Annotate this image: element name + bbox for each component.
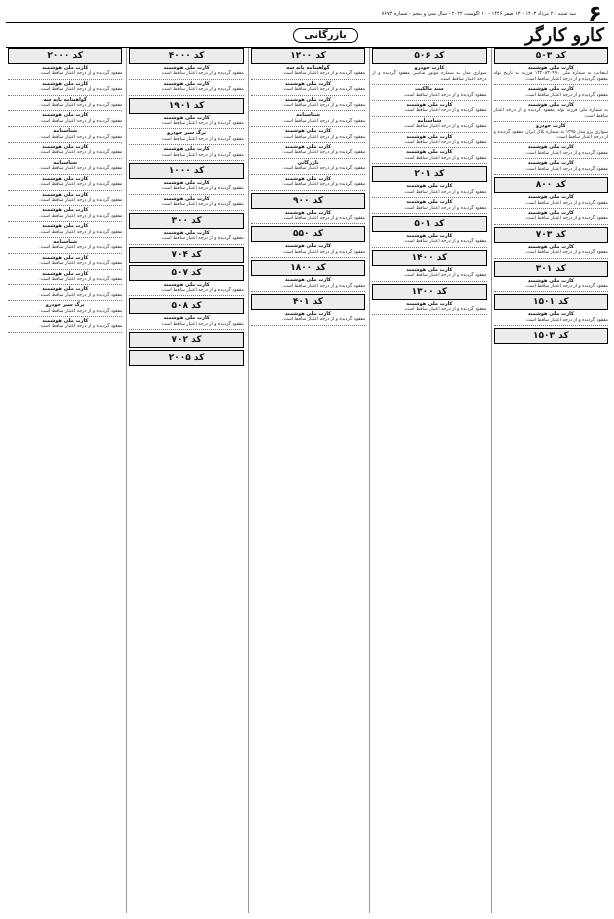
classified-ad [8, 129, 122, 143]
ad-body: مفقود گردیده و از درجه اعتبار ساقط است. [281, 283, 366, 289]
classified-ad [494, 195, 608, 209]
classified-ad [129, 283, 243, 297]
ad-title: شناسنامه [53, 128, 78, 135]
ad-body: مفقود گردیده و از درجه اعتبار ساقط است. [39, 87, 123, 93]
classified-ad [8, 224, 122, 238]
ad-title: کارت ملی هوشمند [284, 175, 332, 182]
classified-ad [494, 124, 608, 143]
ad-title: کارت ملی هوشمند [406, 199, 453, 206]
ad-body: مفقود گردیده و از درجه اعتبار ساقط است. [403, 239, 487, 245]
ad-title: کارت ملی هوشمند [284, 310, 332, 317]
column [248, 48, 365, 913]
classified-ad [372, 184, 486, 198]
ad-title: گواهینامه پایه سه [43, 96, 87, 103]
ad-title: کارت ملی هوشمند [163, 146, 210, 153]
ad-body: مفقود گردیده و از درجه اعتبار ساقط است. [160, 71, 244, 77]
ad-title: کارت ملی هوشمند [42, 207, 89, 214]
classified-ad [251, 66, 365, 80]
classified-ad [8, 145, 122, 159]
price-code-box: کد ۷۰۴ [129, 247, 243, 263]
classified-ad [494, 279, 608, 293]
column [369, 48, 486, 913]
ad-body: مفقود گردیده و از درجه اعتبار ساقط است. [281, 118, 366, 124]
ad-title: کارت ملی هوشمند [42, 254, 89, 261]
ad-title: کارت ملی هوشمند [163, 315, 210, 322]
ad-body: مفقود گردیده و از درجه اعتبار ساقط است. [160, 121, 244, 127]
price-code-box: کد ۲۰۰۰ [8, 48, 122, 64]
ad-body: مفقود گردیده و از درجه اعتبار ساقط است. [403, 124, 487, 130]
ad-body: مفقود گردیده و از درجه اعتبار ساقط است. [281, 182, 366, 188]
ad-body: مفقود گردیده و از درجه اعتبار ساقط است. [281, 71, 366, 77]
classified-ad [372, 87, 486, 101]
ad-body: مفقود گردیده و از درجه اعتبار ساقط است. [160, 202, 244, 208]
ad-body: مفقود گردیده و از درجه اعتبار ساقط است. [524, 216, 608, 222]
ad-title: کارت ملی هوشمند [284, 144, 332, 151]
classified-ad [494, 145, 608, 159]
ad-title: کارت ملی هوشمند [527, 86, 574, 93]
ad-body: مفقود گردیده و از درجه اعتبار ساقط است. [39, 197, 123, 203]
ad-title: گواهینامه پایه سه [286, 65, 330, 71]
classified-ad [8, 272, 122, 286]
price-code-box: کد ۳۰۰ [129, 213, 243, 229]
column [491, 48, 608, 913]
classified-ad [129, 82, 243, 96]
classified-ad [8, 177, 122, 191]
ad-body: مفقود گردیده و از درجه اعتبار ساقط است. [403, 140, 487, 146]
price-code-box: کد ۱۵۰۱ [494, 294, 608, 310]
price-code-box: کد ۵۰۸ [129, 298, 243, 314]
price-code-box: کد ۱۲۰۰ [251, 48, 365, 64]
ad-body: مفقود گردیده و از درجه اعتبار ساقط است. [39, 245, 123, 251]
ad-title: کارت ملی هوشمند [42, 112, 89, 119]
ad-title: شناسنامه [296, 112, 320, 119]
classified-ad [251, 211, 365, 225]
ad-body: مفقود گردیده و از درجه اعتبار ساقط است. [281, 317, 366, 323]
ad-body: مفقود گردیده و از درجه اعتبار ساقط است. [524, 317, 608, 323]
section-banner [6, 22, 608, 48]
ad-title: کارت خودرو [535, 123, 566, 130]
ad-title: شناسنامه [53, 159, 78, 166]
classified-ad [251, 278, 365, 292]
ad-body: مفقود گردیده و از درجه اعتبار ساقط است. [39, 229, 123, 235]
ad-body: مفقود گردیده و از درجه اعتبار ساقط است. [524, 283, 608, 289]
ad-title: بازرگانی [297, 159, 319, 166]
classified-ad [129, 231, 243, 245]
classified-ad [8, 287, 122, 301]
classified-ad [372, 234, 486, 248]
classified-ad [8, 82, 122, 96]
column [126, 48, 243, 913]
price-code-box: کد ۵۰۶ [372, 48, 486, 64]
issue-meta: سه شنبه ۲۰ مرداد ۱۴۰۳ - ۱۳ صفر ۱۴۴۶ - ۱۰ آگوست ۲۰۲۴ - سال سی و پنجم - شماره ۷۶۷۴ [381, 11, 576, 17]
ad-body: مفقود گردیده و از درجه اعتبار ساقط است. [281, 87, 366, 93]
ad-title: کارت ملی هوشمند [42, 65, 89, 71]
ad-body: به شماره ملی فرزند تولد مفقود گردیده و از درجه اعتبار ساقط است. [493, 108, 608, 119]
classified-ad [251, 98, 365, 112]
ad-body: مفقود گردیده و از درجه اعتبار ساقط است. [160, 87, 244, 93]
ad-body: مفقود گردیده و از درجه اعتبار ساقط است. [403, 273, 487, 279]
ad-title: کارت ملی هوشمند [284, 277, 332, 284]
ad-title: کارت ملی هوشمند [527, 160, 574, 167]
ad-body: مفقود گردیده و از درجه اعتبار ساقط است. [524, 166, 608, 172]
ad-title: کارت ملی هوشمند [406, 102, 453, 109]
ad-body: مفقود گردیده و از درجه اعتبار ساقط است. [403, 306, 487, 312]
ad-body: مفقود گردیده و از درجه اعتبار ساقط است. [403, 108, 487, 114]
ad-body: مفقود گردیده و از درجه اعتبار ساقط است. [39, 213, 123, 219]
classified-ad [129, 66, 243, 80]
price-code-box: کد ۱۰۰۰ [129, 163, 243, 179]
ad-columns [6, 48, 608, 913]
ad-title: کارت ملی هوشمند [406, 183, 453, 190]
classified-ad [129, 316, 243, 330]
price-code-box: کد ۸۰۰ [494, 177, 608, 193]
ad-body: مفقود گردیده و از درجه اعتبار ساقط است. [403, 92, 487, 98]
ad-title: کارت ملی هوشمند [42, 318, 89, 324]
classified-ad [372, 200, 486, 214]
classified-ad [372, 268, 486, 282]
ad-body: مفقود گردیده و از درجه اعتبار ساقط است. [160, 287, 244, 293]
ad-body: مفقود گردیده و از درجه اعتبار ساقط است. [524, 92, 608, 98]
ad-title: کارت ملی هوشمند [42, 80, 89, 87]
classified-ad [494, 103, 608, 122]
ad-body: مفقود گردیده و از درجه اعتبار ساقط است. [39, 308, 123, 314]
classified-ad [8, 161, 122, 175]
price-code-box: کد ۷۰۲ [129, 332, 243, 348]
ad-title: کارت ملی هوشمند [284, 243, 332, 250]
classified-ad [372, 119, 486, 133]
ad-title: کارت ملی هوشمند [163, 229, 210, 236]
price-code-box: کد ۱۸۰۰ [251, 260, 365, 276]
ad-body: مفقود گردیده و از درجه اعتبار ساقط است. [39, 71, 123, 77]
price-code-box: کد ۵۰۳ [494, 48, 608, 64]
page-number: ۶ [588, 1, 602, 27]
ad-body: مفقود گردیده و از درجه اعتبار ساقط است. [39, 292, 123, 298]
classified-ad [372, 150, 486, 164]
ad-body: مفقود گردیده و از درجه اعتبار ساقط است. [160, 186, 244, 192]
ad-title: کارت ملی هوشمند [284, 209, 332, 216]
ad-title: کارت ملی هوشمند [42, 223, 89, 230]
price-code-box: کد ۴۰۰۰ [129, 48, 243, 64]
ad-title: کارت ملی هوشمند [163, 180, 210, 187]
ad-body: مفقود گردیده و از درجه اعتبار ساقط است. [160, 136, 244, 142]
ad-title: کارت ملی هوشمند [163, 195, 210, 202]
ad-body: مفقود گردیده و از درجه اعتبار ساقط است. [39, 103, 123, 109]
ad-body: سواری پژو مدل ۱۳۹۵ به شماره پلاک ایران مفقود گردیده و از درجه اعتبار ساقط است. [493, 129, 608, 141]
classified-ad [251, 113, 365, 127]
ad-title: کارت ملی هوشمند [527, 102, 574, 109]
classified-ad [494, 66, 608, 85]
classified-ad [129, 197, 243, 211]
ad-title: کارت ملی هوشمند [406, 266, 453, 273]
ad-body: مفقود گردیده و از درجه اعتبار ساقط است. [403, 189, 487, 195]
classified-ad [251, 244, 365, 258]
price-code-box: کد ۱۵۰۳ [494, 328, 608, 344]
ad-body: مفقود گردیده و از درجه اعتبار ساقط است. [160, 152, 244, 158]
ad-title: کارت ملی هوشمند [406, 149, 453, 156]
ad-title: کارت ملی هوشمند [527, 194, 574, 201]
price-code-box: کد ۱۳۰۰ [372, 284, 486, 300]
ad-body: مفقود گردیده و از درجه اعتبار ساقط است. [524, 250, 608, 256]
ad-title: برگ سبز خودرو [167, 130, 207, 137]
ad-title: کارت ملی هوشمند [284, 80, 332, 87]
price-code-box: کد ۵۵۰ [251, 226, 365, 242]
price-code-box: کد ۴۰۱ [251, 294, 365, 310]
ad-title: کارت ملی هوشمند [163, 80, 210, 87]
ad-body: مفقود گردیده و از درجه اعتبار ساقط است. [281, 103, 366, 109]
classified-ad [8, 98, 122, 112]
ad-body: سواری مدل به شماره موتور شاسی مفقود گردیده و از درجه اعتبار ساقط است. [372, 71, 487, 82]
classified-ad [8, 240, 122, 254]
classified-ad [129, 116, 243, 130]
ad-title: کارت ملی هوشمند [527, 209, 574, 216]
classified-ad [494, 312, 608, 326]
classified-ad [372, 103, 486, 117]
section-title: کارو کارگر [525, 24, 604, 46]
top-line [6, 1, 608, 27]
classified-ad [372, 66, 486, 85]
ad-title: کارت ملی هوشمند [284, 96, 332, 103]
classified-ad [251, 161, 365, 175]
price-code-box: کد ۳۰۱ [494, 261, 608, 277]
ad-title: کارت خودرو [414, 65, 445, 71]
ad-title: کارت ملی هوشمند [527, 144, 574, 151]
price-code-box: کد ۵۰۱ [372, 216, 486, 232]
ad-title: کارت ملی هوشمند [284, 128, 332, 135]
ad-body: مفقود گردیده و از درجه اعتبار ساقط است. [39, 118, 123, 124]
classified-ad [251, 129, 365, 143]
ad-body: مفقود گردیده و از درجه اعتبار ساقط است. [403, 205, 487, 211]
ad-title: کارت ملی هوشمند [163, 281, 210, 288]
classified-ad [494, 161, 608, 175]
ad-title: کارت ملی هوشمند [406, 300, 453, 307]
classified-ad [251, 82, 365, 96]
ad-body: مفقود گردیده و از درجه اعتبار ساقط است. [281, 150, 366, 156]
ad-title: کارت ملی هوشمند [527, 277, 574, 284]
price-code-box: کد ۲۰۱ [372, 166, 486, 182]
classified-ad [8, 319, 122, 333]
ad-body: مفقود گردیده و از درجه اعتبار ساقط است. [39, 261, 123, 267]
ad-title: سند مالکیت [415, 86, 444, 93]
ad-title: کارت ملی هوشمند [42, 191, 89, 198]
ad-body: مفقود گردیده و از درجه اعتبار ساقط است. [160, 321, 244, 327]
ad-body: مفقود گردیده و از درجه اعتبار ساقط است. [39, 150, 123, 156]
price-code-box: کد ۹۰۰ [251, 193, 365, 209]
ad-title: شناسنامه [417, 117, 442, 124]
price-code-box: کد ۷۰۳ [494, 227, 608, 243]
classified-ad [129, 147, 243, 161]
ad-body: مفقود گردیده و از درجه اعتبار ساقط است. [39, 182, 123, 188]
classified-ad [251, 312, 365, 326]
ad-title: کارت ملی هوشمند [163, 65, 210, 71]
classified-ad [251, 145, 365, 159]
ad-body: مفقود گردیده و از درجه اعتبار ساقط است. [281, 249, 366, 255]
ad-title: کارت ملی هوشمند [42, 144, 89, 151]
ad-body: مفقود گردیده و از درجه اعتبار ساقط است. [281, 166, 366, 172]
ad-title: کارت ملی هوشمند [42, 270, 89, 277]
price-code-box: کد ۱۹۰۱ [129, 98, 243, 114]
classified-ad [8, 113, 122, 127]
ad-title: کارت ملی هوشمند [42, 175, 89, 182]
classified-ad [251, 177, 365, 191]
column [6, 48, 122, 913]
ad-title: کارت ملی هوشمند [406, 232, 453, 239]
logo: بازرگانی [293, 28, 357, 43]
ad-title: کارت ملی هوشمند [527, 243, 574, 250]
ad-title: برگ سبز خودرو [45, 302, 85, 309]
ad-body: مفقود گردیده و از درجه اعتبار ساقط است. [39, 134, 123, 140]
ad-title: شناسنامه [53, 238, 78, 245]
price-code-box: کد ۵۰۷ [129, 265, 243, 281]
ad-title: کارت ملی هوشمند [42, 286, 89, 293]
classified-ad [494, 211, 608, 225]
ad-body: مفقود گردیده و از درجه اعتبار ساقط است. [39, 276, 123, 282]
ad-body: مفقود گردیده و از درجه اعتبار ساقط است. [524, 150, 608, 156]
ad-body: اینجانب به شماره ملی ۱۳۲۰۸۳۰۹۹۰ فرزند به تاریخ تولد مفقود گردیده و از درجه اعتبار ساقط است. [493, 71, 608, 82]
classified-ad [372, 135, 486, 149]
classified-ad [129, 181, 243, 195]
ad-body: مفقود گردیده و از درجه اعتبار ساقط است. [524, 200, 608, 206]
price-code-box: کد ۲۰۰۵ [129, 350, 243, 366]
classified-ad [8, 256, 122, 270]
ad-body: مفقود گردیده و از درجه اعتبار ساقط است. [403, 155, 487, 161]
ad-title: کارت ملی هوشمند [527, 311, 574, 318]
classified-ad [494, 87, 608, 101]
ad-title: کارت ملی هوشمند [406, 133, 453, 140]
price-code-box: کد ۱۴۰۰ [372, 250, 486, 266]
classified-ad [8, 208, 122, 222]
ad-body: مفقود گردیده و از درجه اعتبار ساقط است. [281, 215, 366, 221]
ad-title: کارت ملی هوشمند [527, 65, 574, 71]
ad-body: مفقود گردیده و از درجه اعتبار ساقط است. [39, 166, 123, 172]
classified-ad [129, 131, 243, 145]
ad-body: مفقود گردیده و از درجه اعتبار ساقط است. [39, 324, 123, 330]
classified-ad [494, 245, 608, 259]
ad-body: مفقود گردیده و از درجه اعتبار ساقط است. [281, 134, 366, 140]
ad-body: مفقود گردیده و از درجه اعتبار ساقط است. [160, 236, 244, 242]
classified-ad [372, 302, 486, 316]
ad-title: کارت ملی هوشمند [163, 114, 210, 121]
classified-ad [8, 193, 122, 207]
classified-ad [8, 303, 122, 317]
classified-ad [8, 66, 122, 80]
